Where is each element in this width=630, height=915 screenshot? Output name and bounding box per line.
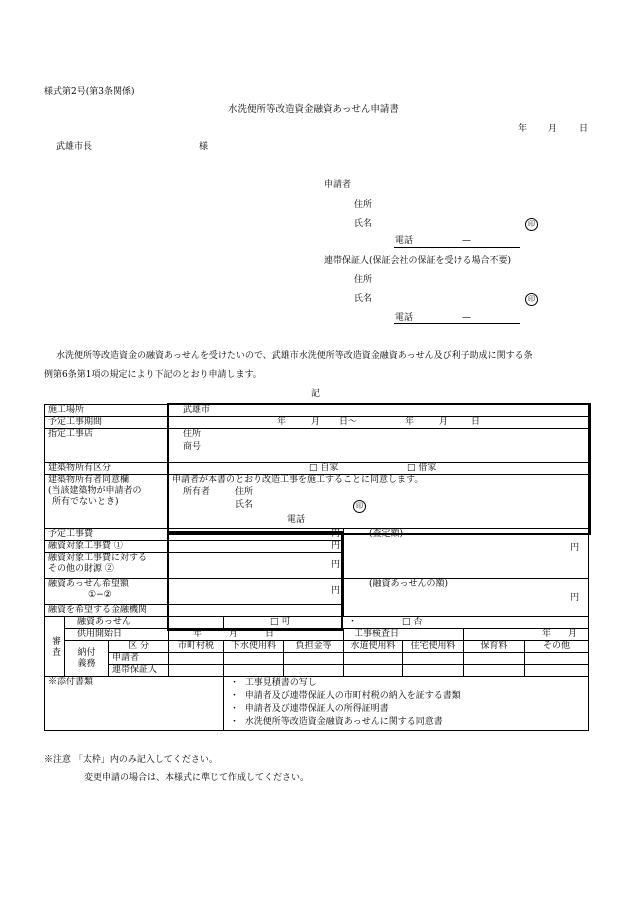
consent-label-line-2: (当該建築物が申請者の [48, 486, 142, 496]
row-tax-guarantor [45, 665, 589, 677]
start-day: 日 [265, 629, 275, 639]
applicant-address-label: 住所 [354, 200, 373, 210]
arranged-yen: 円 [570, 593, 580, 603]
other-funds-label-line-1: 融資対象工事費に対する [48, 553, 148, 563]
row-contractor [45, 429, 589, 463]
date-year: 年 [518, 124, 528, 134]
tax-cell[interactable] [169, 665, 224, 677]
period-year-1: 年 [277, 417, 287, 427]
form-number: 様式第2号(第3条関係) [44, 87, 135, 97]
target-cost-label: 融資対象工事費 ① [45, 541, 169, 553]
tax-col-2: 負担金等 [284, 641, 344, 653]
attach-bullet: ・ [230, 704, 240, 714]
attach-bullet: ・ [230, 717, 240, 727]
tax-cell[interactable] [525, 665, 589, 677]
applicant-phone-underline [394, 247, 520, 248]
attach-item [230, 716, 585, 729]
guarantor-phone-dash: — [462, 313, 471, 323]
owner-class-label: 建築物所有区分 [45, 463, 169, 475]
other-funds-label-line-2: その他の財源 ② [48, 564, 114, 574]
row-attachments [45, 677, 589, 731]
attach-bullet: ・ [230, 678, 240, 688]
attach-item [230, 703, 585, 716]
contractor-value[interactable] [169, 429, 589, 463]
tax-col-6: その他 [525, 641, 589, 653]
inspection-label: 工事検査日 [344, 629, 464, 641]
tax-cell[interactable] [344, 665, 403, 677]
period-value[interactable] [169, 417, 589, 429]
bank-label: 融資を希望する金融機関 [45, 605, 169, 617]
desired-label-line-1: 融資あっせん希望額 [48, 579, 129, 589]
attach-item [230, 677, 585, 690]
tax-cell[interactable] [464, 665, 525, 677]
inspection-month: 月 [568, 629, 578, 639]
tax-label-line-2: 義務 [77, 658, 96, 669]
consent-value[interactable] [169, 475, 589, 529]
other-funds-value[interactable]: 円 [169, 553, 344, 579]
tax-col-1: 下水使用料 [224, 641, 284, 653]
guarantor-address-label: 住所 [354, 275, 373, 285]
attach-item-text: 水洗便所等改造資金融資あっせんに関する同意書 [244, 717, 443, 727]
row-cost [45, 529, 589, 541]
row-period [45, 417, 589, 429]
site-value[interactable]: 武雄市 [169, 405, 589, 417]
applicant-heading: 申請者 [324, 180, 352, 190]
consent-address-label: 住所 [235, 487, 254, 497]
period-month-2: 月 [439, 417, 449, 427]
review-ok-checkbox[interactable]: □ 可 [270, 617, 291, 627]
arranged-cell[interactable] [344, 579, 589, 617]
tax-col-5: 保育料 [464, 641, 525, 653]
desired-value[interactable]: 円 [169, 579, 344, 605]
ki-mark: 記 [311, 389, 321, 399]
attach-item-text: 申請者及び連帯保証人の市町村税の納入を証する書類 [244, 691, 461, 701]
period-day-1: 日〜 [339, 417, 358, 427]
tax-cell[interactable] [284, 665, 344, 677]
consent-text: 申請者が本書のとおり改造工事を施工することに同意します。 [172, 475, 424, 485]
tax-cell[interactable] [344, 653, 403, 665]
tax-cell[interactable] [403, 665, 464, 677]
tax-col-3: 水道使用料 [344, 641, 403, 653]
tax-cell[interactable] [464, 653, 525, 665]
assessed-cell[interactable] [344, 529, 589, 579]
guarantor-seal: 印 [525, 293, 538, 306]
contractor-address-label: 住所 [183, 429, 202, 439]
target-cost-value[interactable]: 円 [169, 541, 344, 553]
inspection-year: 年 [542, 629, 552, 639]
period-label: 予定工事期間 [45, 417, 169, 429]
bank-value[interactable] [169, 605, 344, 617]
period-day-2: 日 [471, 417, 481, 427]
desired-label-line-2: ①−② [88, 590, 112, 600]
attach-item [230, 690, 585, 703]
tax-cell[interactable] [525, 653, 589, 665]
attach-list [224, 677, 589, 731]
row-dates [45, 629, 589, 641]
attach-item-text: 申請者及び連帯保証人の所得証明書 [244, 704, 389, 714]
consent-label-line-1: 建築物所有者同意欄 [48, 475, 130, 485]
row-review-arrangement [45, 617, 589, 629]
assessed-label: (査定額) [369, 529, 404, 539]
addressee: 武雄市長 [56, 142, 93, 152]
site-label: 施工場所 [45, 405, 169, 417]
applicant-name-label: 氏名 [354, 219, 373, 229]
inspection-value[interactable] [464, 629, 589, 641]
tax-label-line-1: 納付 [77, 647, 96, 658]
tax-cell[interactable] [403, 653, 464, 665]
owner-self-checkbox[interactable]: □ 自家 [309, 463, 339, 473]
consent-owner-label: 所有者 [183, 487, 211, 497]
review-arrangement-value [224, 617, 589, 629]
note-2: 変更申請の場合は、本様式に準じて作成してください。 [84, 773, 310, 783]
applicant-phone-label: 電話 [395, 236, 414, 246]
consent-label-line-3: 所有でないとき) [52, 497, 119, 507]
review-dot: ・ [348, 617, 358, 627]
consent-seal: 印 [353, 500, 366, 513]
date-day: 日 [579, 124, 589, 134]
period-year-2: 年 [405, 417, 415, 427]
review-ng-checkbox[interactable]: □ 否 [402, 617, 423, 627]
arranged-label: (融資あっせんの額) [369, 579, 448, 589]
tax-class-header: 区 分 [109, 641, 169, 653]
body-line-2: 例第6条第1項の規定により下記のとおり申請します。 [44, 370, 262, 380]
owner-rent-checkbox[interactable]: □ 借家 [407, 463, 437, 473]
row-site [45, 405, 589, 417]
tax-cell[interactable] [224, 665, 284, 677]
tax-cell[interactable] [169, 653, 224, 665]
date-month: 月 [548, 124, 558, 134]
assessed-yen: 円 [570, 543, 580, 553]
start-date-value[interactable] [169, 629, 344, 641]
row-owner-class [45, 463, 589, 475]
tax-col-4: 住宅使用料 [403, 641, 464, 653]
row-tax-header [45, 641, 589, 653]
row-consent [45, 475, 589, 529]
desired-label [45, 579, 169, 605]
applicant-phone-dash: — [462, 236, 471, 246]
tax-label [65, 641, 109, 677]
guarantor-heading: 連帯保証人(保証会社の保証を受ける場合不要) [324, 256, 512, 266]
tax-row-applicant-label: 申請者 [109, 653, 169, 665]
honorific: 様 [199, 142, 209, 152]
tax-row-guarantor-label: 連帯保証人 [109, 665, 169, 677]
body-line-1: 水洗便所等改造資金の融資あっせんを受けたいので、武雄市水洗便所等改造資金融資あっせん及び利子助成に関する条 [56, 351, 533, 361]
tax-cell[interactable] [224, 653, 284, 665]
applicant-seal: 印 [525, 218, 538, 231]
tax-col-0: 市町村税 [169, 641, 224, 653]
guarantor-phone-label: 電話 [395, 313, 414, 323]
cost-label: 予定工事費 [45, 529, 169, 541]
contractor-trade-label: 商号 [183, 442, 202, 452]
consent-name-label: 氏名 [235, 500, 254, 510]
review-label: 審査 [45, 617, 65, 677]
cost-value[interactable]: 円 [169, 529, 344, 541]
review-arrangement-label: 融資あっせん [65, 617, 224, 629]
start-date-label: 供用開始日 [65, 629, 169, 641]
tax-cell[interactable] [284, 653, 344, 665]
consent-label [45, 475, 169, 529]
attach-label: ※添付書類 [45, 677, 224, 731]
period-month-1: 月 [311, 417, 321, 427]
row-desired [45, 579, 589, 605]
contractor-label: 指定工事店 [45, 429, 169, 463]
start-month: 月 [229, 629, 239, 639]
start-year: 年 [193, 629, 203, 639]
attach-item-text: 工事見積書の写し [244, 678, 317, 688]
consent-phone-label: 電話 [287, 515, 306, 525]
guarantor-name-label: 氏名 [354, 294, 373, 304]
guarantor-phone-underline [394, 323, 520, 324]
attach-bullet: ・ [230, 691, 240, 701]
owner-class-value [169, 463, 589, 475]
row-tax-applicant [45, 653, 589, 665]
application-table [44, 404, 589, 731]
other-funds-label [45, 553, 169, 579]
form-title: 水洗便所等改造資金融資あっせん申請書 [228, 104, 399, 115]
note-1: ※注意 「太枠」内のみ記入してください。 [44, 755, 218, 765]
